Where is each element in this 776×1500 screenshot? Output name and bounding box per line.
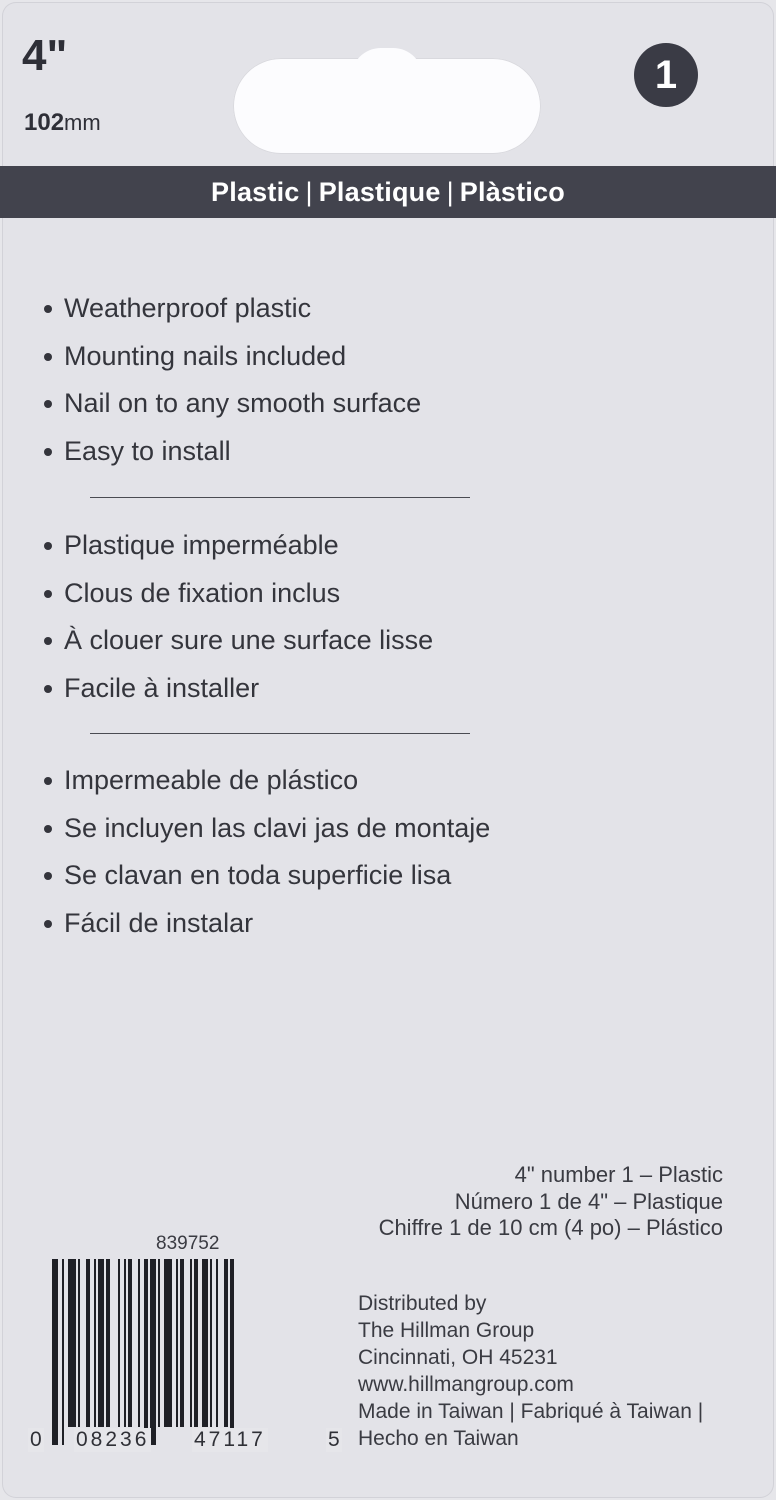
origin-line: Made in Taiwan | Fabriqué à Taiwan |	[358, 1400, 704, 1423]
metric-value: 102	[24, 109, 65, 136]
feature-item: Easy to install	[44, 428, 421, 476]
barcode-bar	[176, 1259, 178, 1427]
barcode-bar	[224, 1259, 228, 1427]
barcode-bar	[202, 1259, 208, 1427]
distributor-line: The Hillman Group	[358, 1319, 535, 1342]
feature-item: Facile à installer	[44, 665, 433, 713]
size-label: 4"	[22, 31, 68, 80]
features-french	[44, 522, 433, 712]
material-es: Plàstico	[459, 176, 565, 207]
features-english	[44, 285, 421, 475]
barcode-bar	[194, 1259, 198, 1427]
upc-barcode	[44, 1259, 324, 1445]
barcode-bar	[164, 1259, 172, 1427]
barcode-check-digit: 5	[328, 1428, 340, 1451]
distributor-info	[358, 1290, 703, 1452]
material-fr: Plastique	[318, 176, 441, 207]
material-en: Plastic	[211, 176, 300, 207]
barcode-bar	[150, 1259, 156, 1445]
number-badge: 1	[634, 43, 698, 107]
barcode-first-digit: 0	[30, 1428, 42, 1451]
barcode-bar	[78, 1259, 80, 1427]
band-separator: |	[305, 176, 313, 207]
feature-item: Impermeable de plástico	[44, 757, 490, 805]
barcode-bar	[86, 1259, 90, 1427]
band-separator: |	[446, 176, 454, 207]
distributor-line: Distributed by	[358, 1292, 487, 1315]
feature-item: Mounting nails included	[44, 333, 421, 381]
feature-item: Se clavan en toda superficie lisa	[44, 852, 490, 900]
divider	[90, 733, 470, 734]
barcode-bar	[98, 1259, 104, 1427]
barcode-bar	[216, 1259, 218, 1427]
barcode-bar	[106, 1259, 110, 1427]
description-line: Chiffre 1 de 10 cm (4 po) – Plástico	[378, 1215, 723, 1240]
barcode-bar	[52, 1259, 58, 1445]
barcode-bar	[128, 1259, 132, 1427]
barcode-bar	[144, 1259, 148, 1445]
barcode-left-group: 08236	[76, 1428, 150, 1451]
barcode-bar	[138, 1259, 140, 1427]
feature-item: Plastique imperméable	[44, 522, 433, 570]
origin-line: Hecho en Taiwan	[358, 1427, 519, 1450]
description-line: Número 1 de 4" – Plastique	[454, 1188, 723, 1214]
features-spanish	[44, 757, 490, 947]
material-band	[0, 166, 776, 218]
barcode-bar	[68, 1259, 76, 1427]
barcode-bar	[180, 1259, 184, 1427]
product-description	[379, 1162, 723, 1242]
description-line: 4" number 1 – Plastic	[514, 1162, 723, 1187]
feature-item: Se incluyen las clavi jas de montaje	[44, 805, 490, 853]
feature-item: Clous de fixation inclus	[44, 570, 433, 618]
barcode-bar	[94, 1259, 96, 1427]
feature-item: Weatherproof plastic	[44, 285, 421, 333]
feature-item: Nail on to any smooth surface	[44, 380, 421, 428]
barcode-bar	[190, 1259, 192, 1427]
sku-number: 839752	[156, 1233, 220, 1254]
hang-hole	[233, 58, 541, 154]
feature-item: Fácil de instalar	[44, 900, 490, 948]
barcode-right-group: 47117	[194, 1428, 266, 1451]
metric-size-label	[24, 108, 101, 138]
barcode-bar	[62, 1259, 64, 1445]
barcode-bar	[230, 1259, 234, 1445]
feature-item: À clouer sure une surface lisse	[44, 617, 433, 665]
metric-unit: mm	[64, 110, 101, 135]
divider	[90, 497, 470, 498]
barcode-bar	[158, 1259, 160, 1427]
barcode-bar	[210, 1259, 212, 1427]
barcode-bar	[118, 1259, 120, 1427]
barcode-bar	[124, 1259, 126, 1427]
distributor-website: www.hillmangroup.com	[358, 1373, 574, 1396]
distributor-line: Cincinnati, OH 45231	[358, 1346, 558, 1369]
